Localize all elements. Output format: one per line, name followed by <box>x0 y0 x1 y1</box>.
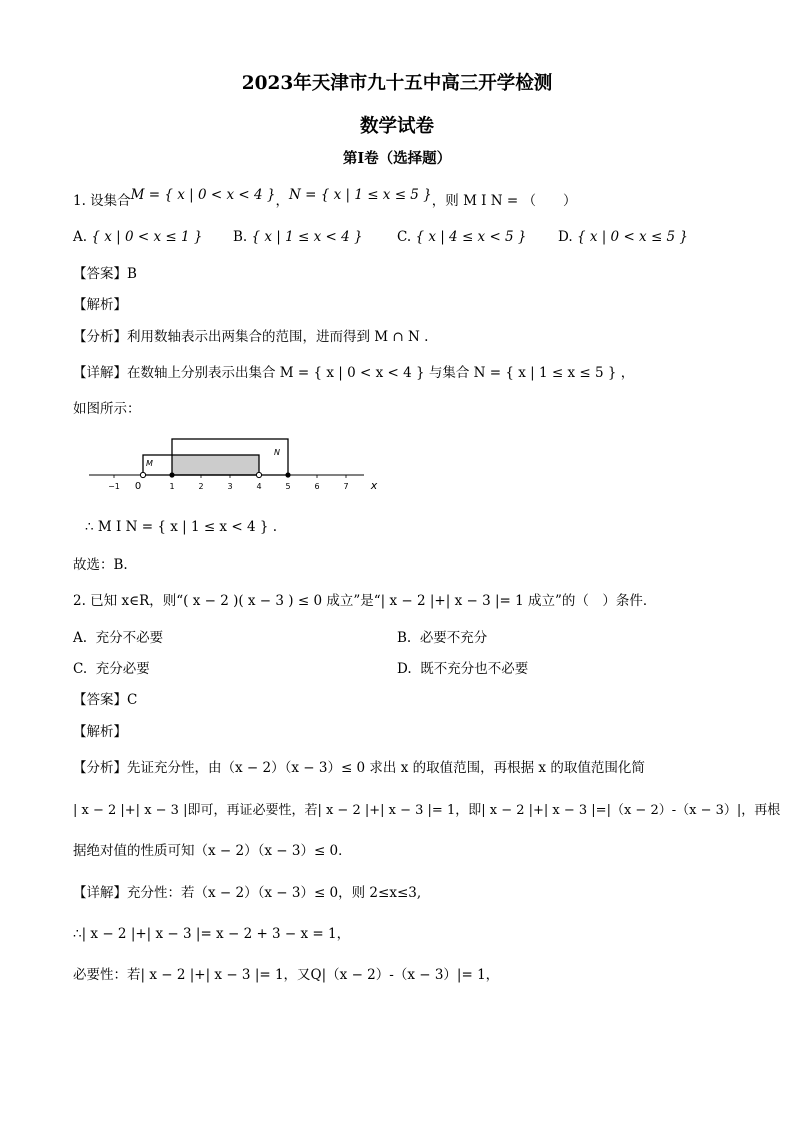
number-line-figure <box>86 432 386 494</box>
q1-option-d <box>558 231 688 245</box>
q1-choose: 故选：B. <box>73 557 128 573</box>
tick-label-5: 5 <box>285 482 291 491</box>
q1-stem <box>73 187 577 209</box>
q1-option-b <box>233 231 363 245</box>
q1-option-a-text: { x | 0 < x ≤ 1 } <box>91 229 203 245</box>
open-point-4 <box>256 472 261 477</box>
q2-option-a-label: A. <box>73 630 88 646</box>
q2-detail-line-1: 【详解】充分性：若（x − 2）（x − 3）≤ 0，则 2≤x≤3, <box>73 885 422 901</box>
q1-option-d-text: { x | 0 < x ≤ 5 } <box>576 229 689 245</box>
closed-point-1 <box>169 472 174 477</box>
tick-label-6: 6 <box>314 482 320 491</box>
q1-set-n: N = { x | 1 ≤ x ≤ 5 } <box>288 187 432 203</box>
q2-analysis-heading: 【解析】 <box>73 724 127 740</box>
q2-option-d-label: D. <box>397 661 412 677</box>
q1-option-a <box>73 231 202 245</box>
q1-comma: ， <box>275 193 289 209</box>
q1-answer: 【答案】B <box>73 266 137 282</box>
q1-option-c-label: C. <box>397 229 412 245</box>
q1-option-c <box>397 231 527 245</box>
q2-option-b-label: B. <box>397 630 412 646</box>
q2-option-a <box>73 632 163 646</box>
tick-label-m1: −1 <box>108 482 120 491</box>
tick-label-0: 0 <box>134 481 142 492</box>
q1-option-c-text: { x | 4 ≤ x < 5 } <box>415 229 527 245</box>
q2-stem: 2. 已知 x∈R，则“( x − 2 )( x − 3 ) ≤ 0 成立”是“| x − 2 |+| x − 3 |= 1 成立”的（ ）条件． <box>73 593 657 609</box>
open-point-0 <box>140 472 145 477</box>
q2-option-b <box>397 632 487 646</box>
q2-fenxi-line-3: 据绝对值的性质可知（x − 2）（x − 3）≤ 0． <box>73 843 352 859</box>
set-m-label: M <box>146 459 153 468</box>
q1-option-d-label: D. <box>558 229 573 245</box>
document-title: 2023年天津市九十五中高三开学检测 <box>241 73 553 94</box>
q2-option-c-label: C. <box>73 661 88 677</box>
closed-point-5 <box>285 472 290 477</box>
axis-variable-label: x <box>370 479 378 492</box>
q2-detail-line-2: ∴| x − 2 |+| x − 3 |= x − 2 + 3 − x = 1， <box>73 926 351 942</box>
section-heading: 第I卷（选择题） <box>342 150 452 167</box>
q1-stem-prefix: 1. 设集合 <box>73 193 131 209</box>
q1-as-shown: 如图所示： <box>73 401 141 417</box>
q2-option-b-text: 必要不充分 <box>419 630 488 646</box>
set-n-label: N <box>274 448 280 457</box>
q2-option-d <box>397 663 528 677</box>
q1-set-m: M = { x | 0 < x < 4 } <box>130 187 276 203</box>
q2-fenxi-line-1: 【分析】先证充分性，由（x − 2）（x − 3）≤ 0 求出 x 的取值范围，再根据 x 的取值范围化简 <box>73 760 645 776</box>
tick-label-1: 1 <box>169 482 175 491</box>
q2-fenxi-line-2: | x − 2 |+| x − 3 |即可，再证必要性，若| x − 2 |+| x − 3 |= 1，即| x − 2 |+| x − 3 |=|（x − 2）-（x − 3）|，再根 <box>73 803 781 818</box>
q2-option-c <box>73 663 150 677</box>
document-subtitle: 数学试卷 <box>359 116 434 137</box>
q1-detail: 【详解】在数轴上分别表示出集合 M = { x | 0 < x < 4 } 与集合 N = { x | 1 ≤ x ≤ 5 } ， <box>73 365 635 381</box>
q1-analysis-heading: 【解析】 <box>73 297 127 313</box>
q2-answer: 【答案】C <box>73 692 138 708</box>
tick-label-3: 3 <box>227 482 233 491</box>
tick-label-7: 7 <box>343 482 349 491</box>
q1-ask: ，则 M I N = （ ） <box>431 193 577 209</box>
q2-option-c-text: 充分必要 <box>95 661 150 677</box>
q1-option-a-label: A. <box>73 229 88 245</box>
intersection-shade <box>172 455 259 475</box>
q2-option-a-text: 充分不必要 <box>95 630 164 646</box>
q1-conclusion: ∴ M I N = { x | 1 ≤ x < 4 } . <box>85 519 277 535</box>
q2-detail-line-3: 必要性：若| x − 2 |+| x − 3 |= 1，又Q|（x − 2）-（x − 3）|= 1， <box>73 967 500 983</box>
q1-option-b-label: B. <box>233 229 248 245</box>
q1-option-b-text: { x | 1 ≤ x < 4 } <box>251 229 363 245</box>
q2-option-d-text: 既不充分也不必要 <box>420 661 529 677</box>
q1-fenxi: 【分析】利用数轴表示出两集合的范围，进而得到 M ∩ N . <box>73 329 429 345</box>
tick-label-4: 4 <box>256 482 262 491</box>
tick-label-2: 2 <box>198 482 204 491</box>
